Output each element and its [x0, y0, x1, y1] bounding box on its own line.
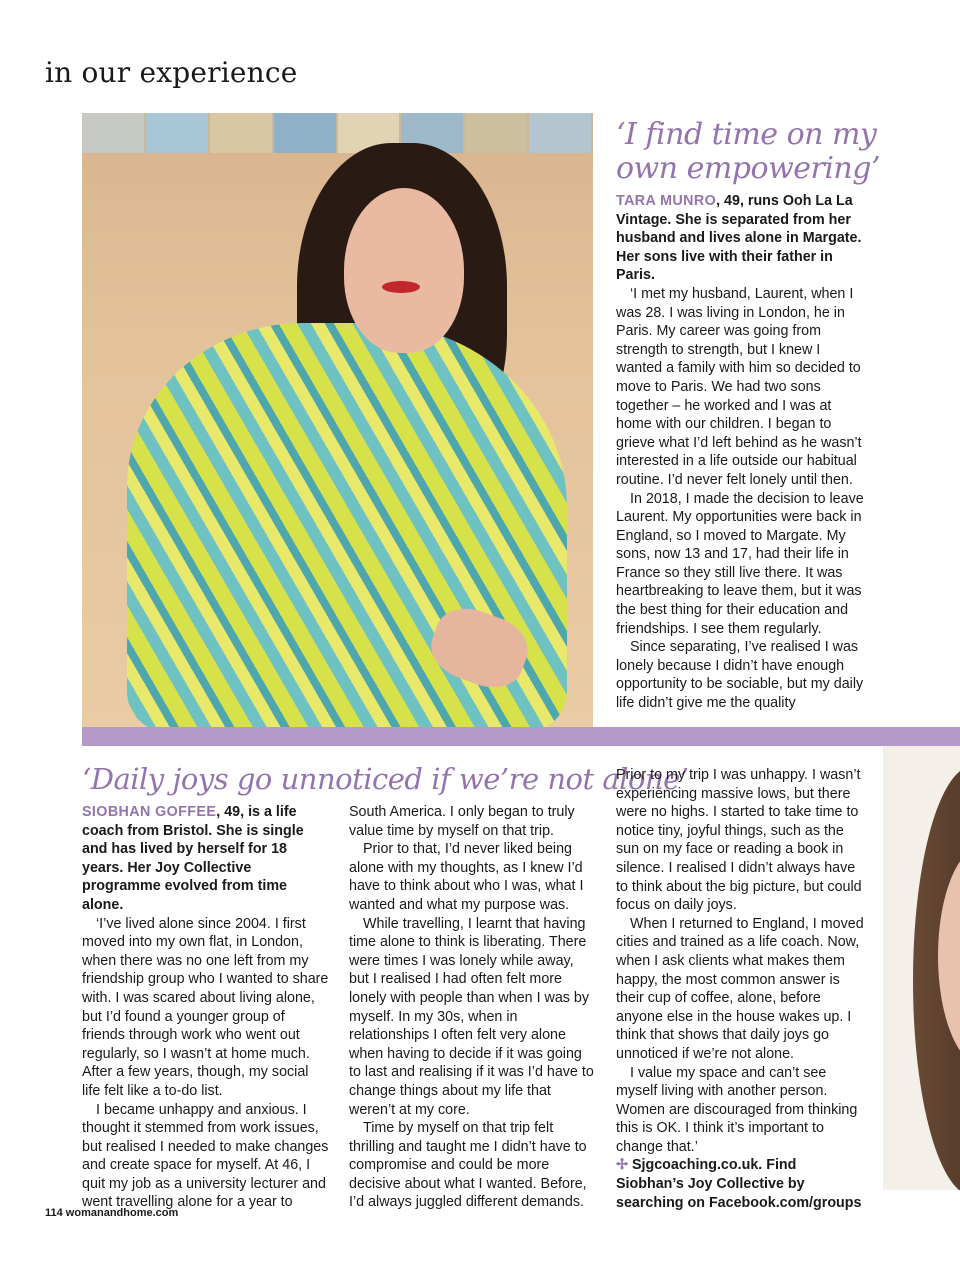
story2-intro-rest: , 49, is a life coach from Bristol. She is single and has lived by herself for 18 years. Her Joy Collective programme evolved from time alone.	[82, 804, 304, 913]
story1-paragraph: In 2018, I made the decision to leave Laurent. My opportunities were back in England, so I moved to Margate. My sons, now 13 and 17, had their life in France so they still live there. It was heartbreaking to leave them, but it was the best thing for their education and friendships. I see them regularly.	[616, 490, 864, 637]
story2-footer-note	[616, 1156, 864, 1212]
lips	[382, 281, 420, 293]
story1-intro-rest: , 49, runs Ooh La La Vintage. She is separated from her husband and lives alone in Margate. Her sons live with their father in Paris.	[616, 193, 862, 284]
story2-paragraph: Prior to that, I’d never liked being alone with my thoughts, as I knew I’d have to think about who I was, what I wanted and what my purpose was.	[349, 841, 584, 913]
plus-icon: ✢	[616, 1157, 628, 1174]
story1-headline	[616, 118, 946, 186]
story2-intro	[82, 803, 330, 915]
section-label: in our experience	[45, 56, 298, 89]
footer-note-text: Sjgcoaching.co.uk. Find Siobhan’s Joy Collective by searching on Facebook.com/groups	[616, 1157, 862, 1211]
story1-column	[616, 192, 866, 713]
story2-column-1	[82, 803, 330, 1212]
story1-paragraph: ‘I met my husband, Laurent, when I was 28. I was living in London, he in Paris. My career was going from strength to strength, but I knew I wanted a family with him so decided to move to Paris. We had two sons together – he worked and I was at home with our children. I began to grieve what I’d left behind as he wasn’t interested in a life outside our habitual routine. I’d never felt lonely until then.	[616, 285, 862, 488]
siobhan-portrait-photo	[883, 746, 960, 1190]
story2-paragraph: I value my space and can’t see myself living with another person. Women are discouraged from thinking this is OK. I think it’s important to change that.’	[616, 1064, 858, 1155]
story2-headline: ‘Daily joys go unnoticed if we’re not alone’	[82, 762, 689, 796]
story2-paragraph: Time by myself on that trip felt thrilling and taught me I didn’t have to compromise and could be more decisive about what I wanted. Before, I’d always juggled different demands.	[349, 1120, 587, 1211]
story1-intro	[616, 192, 866, 285]
story2-paragraph: Prior to my trip I was unhappy. I wasn’t experiencing massive lows, but there were no highs. I started to take time to notice tiny, joyful things, such as the sun on my face or reading a book in silence. I realised I didn’t always have to think about the big picture, but could focus on daily joys.	[616, 767, 862, 914]
story2-column-2	[349, 803, 597, 1212]
story2-paragraph: South America. I only began to truly value time by myself on that trip.	[349, 804, 575, 839]
page-folio: 114 womanandhome.com	[45, 1207, 179, 1219]
story2-paragraph: While travelling, I learnt that having time alone to think is liberating. There were times I was lonely while away, but I realised I had often felt more lonely with people than when I was by myself. In my 30s, when in relationships I often felt very alone when having to decide if it was going to last and realising if it was I’d have to change things about my life that weren’t at my core.	[349, 915, 594, 1118]
face	[344, 188, 464, 353]
story2-paragraph: I became unhappy and anxious. I thought it stemmed from work issues, but realised I needed to make changes and create space for myself. At 46, I quit my job as a university lecturer and went travelling alone for a year to	[82, 1101, 329, 1211]
story1-intro-name: TARA MUNRO	[616, 193, 717, 209]
beach-huts	[82, 113, 593, 153]
beach-portrait-photo	[82, 113, 593, 727]
story2-paragraph: ‘I’ve lived alone since 2004. I first moved into my own flat, in London, when there was no one left from my friendship group who I wanted to share with. I was scared about living alone, but I’d found a younger group of friends through work who went out regularly, so I wasn’t at home much. After a few years, though, my social life felt like a to-do list.	[82, 915, 329, 1099]
story1-headline-line2: own empowering’	[616, 151, 880, 186]
divider-band	[82, 727, 960, 746]
story1-headline-line1: ‘I find time on my	[616, 117, 877, 152]
story2-paragraph: When I returned to England, I moved cities and trained as a life coach. Now, when I ask clients what makes them happy, the most common answer is their cup of coffee, alone, before anyone else in the house wakes up. I think that shows that daily joys go unnoticed if we’re not alone.	[616, 915, 864, 1062]
story1-paragraph: Since separating, I’ve realised I was lonely because I didn’t have enough opportunity to be sociable, but my daily life didn’t give me the quality	[616, 639, 864, 712]
story2-intro-name: SIOBHAN GOFFEE	[82, 804, 217, 820]
story2-column-3	[616, 766, 864, 1212]
